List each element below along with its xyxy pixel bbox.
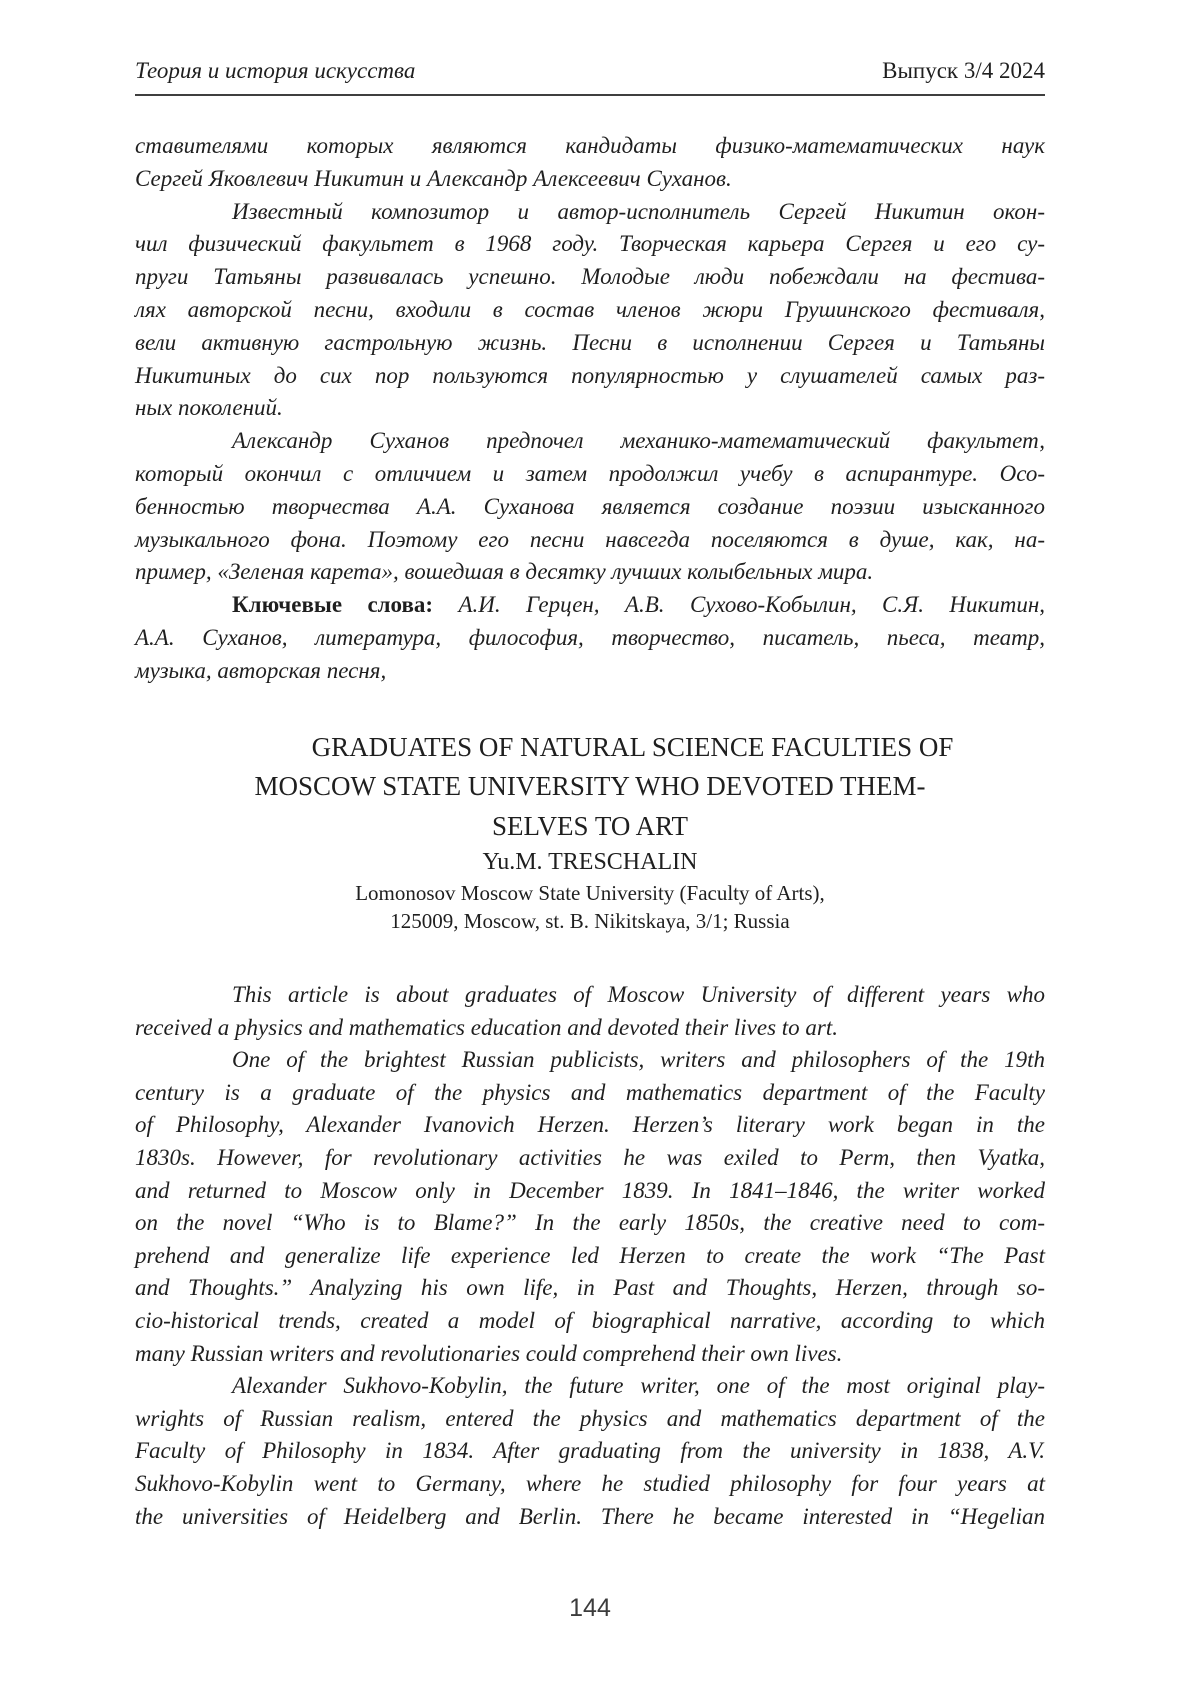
abstract-line: cio-historical trends, created a model of biographical narrative, according to which	[135, 1307, 1045, 1333]
abstract-line: 1830s. However, for revolutionary activities he was exiled to Perm, then Vyatka,	[135, 1145, 1045, 1171]
page-number: 144	[569, 1594, 611, 1622]
keywords-label: Ключевые слова:	[232, 592, 434, 618]
title-line: GRADUATES OF NATURAL SCIENCE FACULTIES OF	[311, 731, 954, 762]
keywords-line: музыка, авторская песня,	[135, 657, 387, 683]
english-abstract	[135, 979, 1045, 1533]
abstract-line: Александр Суханов предпочел механико-математический факультет,	[232, 428, 1045, 454]
abstract-line: пример, «Зеленая карета», вошедшая в десятку лучших колыбельных мира.	[135, 559, 874, 585]
abstract-line: бенностью творчества А.А. Суханова является создание поэзии изысканного	[135, 493, 1045, 519]
russian-abstract	[135, 130, 1045, 688]
keywords-line: А.А. Суханов, литература, философия, творчество, писатель, пьеса, театр,	[135, 624, 1045, 650]
keywords-line	[135, 589, 1045, 622]
abstract-line: лях авторской песни, входили в состав членов жюри Грушинского фестиваля,	[135, 296, 1045, 322]
abstract-line: музыкального фона. Поэтому его песни навсегда поселяются в душе, как, на-	[135, 526, 1045, 552]
abstract-line: and returned to Moscow only in December 1839. In 1841–1846, the writer worked	[135, 1177, 1045, 1203]
abstract-line: пруги Татьяны развивалась успешно. Молодые люди побеждали на фестива-	[135, 264, 1045, 290]
abstract-line: ных поколений.	[135, 395, 283, 421]
abstract-line: of Philosophy, Alexander Ivanovich Herzen. Herzen’s literary work began in the	[135, 1112, 1045, 1138]
abstract-line: Известный композитор и автор-исполнитель Сергей Никитин окон-	[232, 198, 1045, 224]
title-line: MOSCOW STATE UNIVERSITY WHO DEVOTED THEM-	[254, 771, 926, 802]
abstract-line: Sukhovo-Kobylin went to Germany, where he studied philosophy for four years at	[135, 1470, 1045, 1496]
abstract-line: One of the brightest Russian publicists, writers and philosophers of the 19th	[232, 1047, 1045, 1073]
abstract-line: Никитиных до сих пор пользуются популярностью у слушателей самых раз-	[135, 362, 1045, 388]
title-line: SELVES TO ART	[492, 810, 688, 841]
issue-label: Выпуск 3/4 2024	[882, 58, 1045, 83]
abstract-line: Alexander Sukhovo-Kobylin, the future writer, one of the most original play-	[232, 1373, 1045, 1399]
abstract-line: чил физический факультет в 1968 году. Творческая карьера Сергея и его су-	[135, 231, 1045, 257]
abstract-line: ставителями которых являются кандидаты физико-математических наук	[135, 133, 1045, 158]
abstract-line: received a physics and mathematics education and devoted their lives to art.	[135, 1014, 839, 1040]
journal-section-title: Теория и история искусства	[135, 58, 416, 83]
author-name: Yu.M. TRESCHALIN	[482, 849, 698, 876]
abstract-line: Faculty of Philosophy in 1834. After graduating from the university in 1838, A.V.	[135, 1438, 1045, 1464]
abstract-line: many Russian writers and revolutionaries could comprehend their own lives.	[135, 1340, 843, 1366]
article-title-en	[135, 728, 1045, 847]
abstract-line: wrights of Russian realism, entered the physics and mathematics department of the	[135, 1405, 1045, 1431]
abstract-line: This article is about graduates of Moscow University of different years who	[232, 982, 1045, 1008]
abstract-line: который окончил с отличием и затем продолжил учебу в аспирантуре. Осо-	[135, 460, 1045, 486]
abstract-line: century is a graduate of the physics and mathematics department of the Faculty	[135, 1079, 1045, 1105]
abstract-line: Сергей Яковлевич Никитин и Александр Алексеевич Суханов.	[135, 165, 732, 191]
abstract-line: prehend and generalize life experience led Herzen to create the work “The Past	[135, 1242, 1045, 1268]
abstract-line: вели активную гастрольную жизнь. Песни в исполнении Сергея и Татьяны	[135, 329, 1045, 355]
abstract-line: and Thoughts.” Analyzing his own life, in Past and Thoughts, Herzen, through so-	[135, 1275, 1045, 1301]
keywords-text: А.И. Герцен, А.В. Сухово-Кобылин, С.Я. Никитин,	[433, 592, 1045, 618]
running-header	[135, 0, 1045, 96]
affiliation-line: 125009, Moscow, st. B. Nikitskaya, 3/1; Russia	[390, 909, 790, 934]
affiliation	[135, 879, 1045, 935]
affiliation-line: Lomonosov Moscow State University (Faculty of Arts),	[355, 881, 825, 906]
abstract-line: on the novel “Who is to Blame?” In the early 1850s, the creative need to com-	[135, 1210, 1045, 1236]
abstract-line: the universities of Heidelberg and Berlin. There he became interested in “Hegelian	[135, 1503, 1045, 1529]
